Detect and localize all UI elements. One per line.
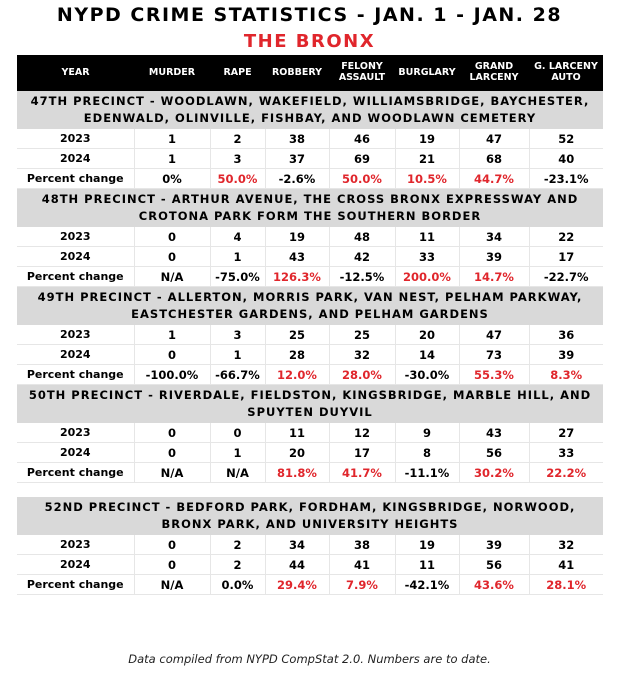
table-cell: 19 — [395, 535, 459, 555]
row-label: 2024 — [17, 149, 134, 169]
table-cell: 19 — [395, 129, 459, 149]
table-cell: 42 — [329, 247, 395, 267]
table-cell: 11 — [395, 555, 459, 575]
table-cell: 9 — [395, 423, 459, 443]
row-label: 2023 — [17, 227, 134, 247]
table-cell: 17 — [329, 443, 395, 463]
section-spacer — [17, 483, 603, 498]
table-cell: 36 — [529, 325, 603, 345]
table-cell: N/A — [134, 267, 210, 287]
row-label: 2024 — [17, 345, 134, 365]
table-cell: 43 — [459, 423, 529, 443]
table-cell: 10.5% — [395, 169, 459, 189]
table-cell: 0 — [134, 535, 210, 555]
table-row — [17, 463, 603, 483]
table-cell: 50.0% — [210, 169, 265, 189]
table-cell: 55.3% — [459, 365, 529, 385]
table-cell: 32 — [529, 535, 603, 555]
table-row — [17, 575, 603, 595]
table-cell: 38 — [329, 535, 395, 555]
table-row — [17, 129, 603, 149]
precinct-header-row — [17, 497, 603, 535]
precinct-header-row — [17, 287, 603, 326]
table-cell: 41 — [529, 555, 603, 575]
table-cell: 2 — [210, 535, 265, 555]
table-cell: 20 — [395, 325, 459, 345]
row-label: Percent change — [17, 365, 134, 385]
table-cell: 1 — [134, 325, 210, 345]
table-row — [17, 365, 603, 385]
table-cell: 69 — [329, 149, 395, 169]
table-cell: 11 — [265, 423, 329, 443]
table-cell: 37 — [265, 149, 329, 169]
row-label: 2023 — [17, 535, 134, 555]
table-cell: -11.1% — [395, 463, 459, 483]
table-cell: 11 — [395, 227, 459, 247]
table-cell: 41.7% — [329, 463, 395, 483]
table-cell: 38 — [265, 129, 329, 149]
table-cell: 0.0% — [210, 575, 265, 595]
table-cell: 68 — [459, 149, 529, 169]
table-cell: 3 — [210, 325, 265, 345]
table-cell: 17 — [529, 247, 603, 267]
table-cell: -42.1% — [395, 575, 459, 595]
table-cell: -75.0% — [210, 267, 265, 287]
table-cell: 28 — [265, 345, 329, 365]
table-cell: 56 — [459, 443, 529, 463]
table-cell: 0 — [134, 443, 210, 463]
row-label: 2024 — [17, 555, 134, 575]
table-cell: 0 — [134, 555, 210, 575]
table-cell: 7.9% — [329, 575, 395, 595]
table-cell: 0 — [134, 247, 210, 267]
row-label: Percent change — [17, 169, 134, 189]
table-cell: 33 — [529, 443, 603, 463]
column-header-robbery: ROBBERY — [265, 55, 329, 91]
table-cell: 4 — [210, 227, 265, 247]
table-row — [17, 535, 603, 555]
table-cell: 1 — [210, 247, 265, 267]
table-cell: 2 — [210, 129, 265, 149]
row-label: 2023 — [17, 129, 134, 149]
table-cell: 1 — [134, 129, 210, 149]
table-cell: 22 — [529, 227, 603, 247]
page-title: NYPD CRIME STATISTICS - JAN. 1 - JAN. 28 — [56, 4, 563, 26]
column-header-rape: RAPE — [210, 55, 265, 91]
table-cell: N/A — [134, 575, 210, 595]
table-cell: 14.7% — [459, 267, 529, 287]
borough-subtitle: THE BRONX — [243, 31, 376, 52]
table-cell: 0 — [134, 345, 210, 365]
table-cell: 81.8% — [265, 463, 329, 483]
table-row — [17, 169, 603, 189]
table-row — [17, 443, 603, 463]
table-cell: 21 — [395, 149, 459, 169]
row-label: 2024 — [17, 443, 134, 463]
table-row — [17, 227, 603, 247]
table-cell: 27 — [529, 423, 603, 443]
table-cell: 34 — [459, 227, 529, 247]
table-cell: 32 — [329, 345, 395, 365]
table-cell: 39 — [459, 535, 529, 555]
table-cell: 8 — [395, 443, 459, 463]
table-cell: 3 — [210, 149, 265, 169]
table-cell: N/A — [134, 463, 210, 483]
table-cell: 0 — [210, 423, 265, 443]
table-cell: 47 — [459, 129, 529, 149]
table-cell: 12 — [329, 423, 395, 443]
column-header-g-larceny-auto: G. LARCENY AUTO — [529, 55, 603, 91]
table-cell: -66.7% — [210, 365, 265, 385]
table-cell: 29.4% — [265, 575, 329, 595]
precinct-name: 47TH PRECINCT - WOODLAWN, WAKEFIELD, WILLIAMSBRIDGE, BAYCHESTER, EDENWALD, OLINVILLE, FISHBAY, AND WOODLAWN CEMETERY — [17, 91, 603, 129]
table-cell: 126.3% — [265, 267, 329, 287]
row-label: Percent change — [17, 575, 134, 595]
table-cell: 28.0% — [329, 365, 395, 385]
section-spacer-cell — [17, 483, 603, 498]
table-cell: -2.6% — [265, 169, 329, 189]
precinct-name: 49TH PRECINCT - ALLERTON, MORRIS PARK, VAN NEST, PELHAM PARKWAY, EASTCHESTER GARDENS, AND PELHAM GARDENS — [17, 287, 603, 326]
row-label: 2023 — [17, 423, 134, 443]
precinct-header-row — [17, 91, 603, 129]
table-cell: 52 — [529, 129, 603, 149]
table-cell: 50.0% — [329, 169, 395, 189]
precinct-name: 48TH PRECINCT - ARTHUR AVENUE, THE CROSS BRONX EXPRESSWAY AND CROTONA PARK FORM THE SOUTHERN BORDER — [17, 189, 603, 228]
table-cell: -12.5% — [329, 267, 395, 287]
table-cell: 39 — [459, 247, 529, 267]
table-cell: 2 — [210, 555, 265, 575]
table-cell: 1 — [210, 443, 265, 463]
table-cell: 28.1% — [529, 575, 603, 595]
table-row — [17, 555, 603, 575]
precinct-header-row — [17, 385, 603, 424]
precinct-name: 52ND PRECINCT - BEDFORD PARK, FORDHAM, KINGSBRIDGE, NORWOOD, BRONX PARK, AND UNIVERSITY HEIGHTS — [17, 497, 603, 535]
table-cell: N/A — [210, 463, 265, 483]
column-header-row — [17, 55, 603, 91]
table-cell: 46 — [329, 129, 395, 149]
table-cell: 44 — [265, 555, 329, 575]
table-cell: 44.7% — [459, 169, 529, 189]
table-row — [17, 423, 603, 443]
table-cell: 1 — [210, 345, 265, 365]
table-cell: 34 — [265, 535, 329, 555]
table-cell: -23.1% — [529, 169, 603, 189]
table-cell: 8.3% — [529, 365, 603, 385]
table-cell: 20 — [265, 443, 329, 463]
table-cell: 39 — [529, 345, 603, 365]
table-body — [17, 91, 603, 595]
table-cell: 0 — [134, 423, 210, 443]
column-header-felony-assault: FELONY ASSAULT — [329, 55, 395, 91]
table-cell: 12.0% — [265, 365, 329, 385]
table-cell: 25 — [265, 325, 329, 345]
table-cell: 56 — [459, 555, 529, 575]
table-cell: 40 — [529, 149, 603, 169]
table-cell: -100.0% — [134, 365, 210, 385]
table-cell: 30.2% — [459, 463, 529, 483]
table-cell: 48 — [329, 227, 395, 247]
row-label: Percent change — [17, 463, 134, 483]
crime-stats-table — [17, 55, 603, 595]
column-header-grand-larceny: GRAND LARCENY — [459, 55, 529, 91]
table-cell: -22.7% — [529, 267, 603, 287]
table-cell: 22.2% — [529, 463, 603, 483]
row-label: Percent change — [17, 267, 134, 287]
table-cell: 14 — [395, 345, 459, 365]
table-row — [17, 325, 603, 345]
table-row — [17, 247, 603, 267]
column-header-burglary: BURGLARY — [395, 55, 459, 91]
column-header-murder: MURDER — [134, 55, 210, 91]
table-cell: 33 — [395, 247, 459, 267]
table-cell: 47 — [459, 325, 529, 345]
source-footnote: Data compiled from NYPD CompStat 2.0. Numbers are to date. — [128, 652, 491, 666]
table-cell: 73 — [459, 345, 529, 365]
table-row — [17, 345, 603, 365]
table-cell: 0 — [134, 227, 210, 247]
precinct-header-row — [17, 189, 603, 228]
table-cell: 43 — [265, 247, 329, 267]
table-cell: 200.0% — [395, 267, 459, 287]
table-cell: 1 — [134, 149, 210, 169]
table-cell: -30.0% — [395, 365, 459, 385]
precinct-name: 50TH PRECINCT - RIVERDALE, FIELDSTON, KINGSBRIDGE, MARBLE HILL, AND SPUYTEN DUYVIL — [17, 385, 603, 424]
table-cell: 19 — [265, 227, 329, 247]
row-label: 2024 — [17, 247, 134, 267]
table-row — [17, 267, 603, 287]
table-cell: 41 — [329, 555, 395, 575]
table-row — [17, 149, 603, 169]
table-cell: 43.6% — [459, 575, 529, 595]
table-cell: 0% — [134, 169, 210, 189]
column-header-year: YEAR — [17, 55, 134, 91]
table-cell: 25 — [329, 325, 395, 345]
row-label: 2023 — [17, 325, 134, 345]
